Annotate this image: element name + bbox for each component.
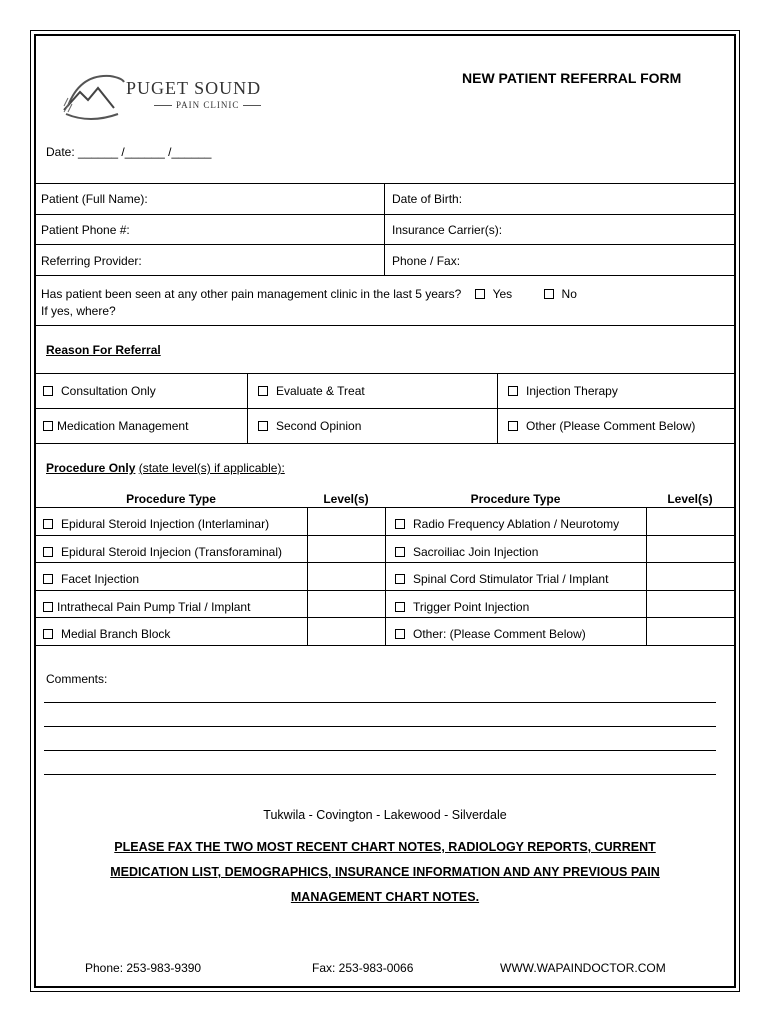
checkbox[interactable] bbox=[43, 547, 53, 557]
procedure-heading bbox=[46, 461, 285, 475]
comment-line[interactable] bbox=[44, 750, 716, 751]
referral-heading: Reason For Referral bbox=[46, 343, 161, 357]
option-label: Spinal Cord Stimulator Trial / Implant bbox=[413, 572, 609, 586]
procedure-option[interactable] bbox=[43, 545, 282, 559]
divider bbox=[646, 507, 647, 645]
yes-checkbox[interactable] bbox=[475, 289, 485, 299]
locations: Tukwila - Covington - Lakewood - Silverdale bbox=[263, 808, 507, 822]
procedure-option[interactable] bbox=[43, 600, 250, 614]
phone-fax-field[interactable]: Phone / Fax: bbox=[392, 254, 461, 268]
procedure-heading-note: (state level(s) if applicable): bbox=[138, 461, 285, 475]
referral-option[interactable] bbox=[43, 419, 188, 433]
checkbox[interactable] bbox=[43, 386, 53, 396]
yes-label: Yes bbox=[492, 287, 513, 301]
checkbox[interactable] bbox=[395, 519, 405, 529]
referral-option[interactable] bbox=[43, 384, 156, 398]
fax-instructions-line: MEDICATION LIST, DEMOGRAPHICS, INSURANCE INFORMATION AND ANY PREVIOUS PAIN bbox=[110, 865, 660, 879]
divider bbox=[36, 408, 734, 409]
clinic-logo bbox=[60, 68, 260, 128]
comment-line[interactable] bbox=[44, 726, 716, 727]
option-label: Radio Frequency Ablation / Neurotomy bbox=[413, 517, 620, 531]
seen-question-text: Has patient been seen at any other pain management clinic in the last 5 years? bbox=[41, 287, 462, 301]
checkbox[interactable] bbox=[258, 386, 268, 396]
no-label: No bbox=[561, 287, 577, 301]
procedure-option[interactable] bbox=[395, 517, 619, 531]
patient-phone-field[interactable]: Patient Phone #: bbox=[41, 223, 130, 237]
procedure-option[interactable] bbox=[395, 600, 529, 614]
date-field[interactable]: Date: ______ /______ /______ bbox=[46, 145, 212, 159]
divider bbox=[36, 325, 734, 326]
comment-line[interactable] bbox=[44, 702, 716, 703]
clinic-phone: Phone: 253-983-9390 bbox=[85, 961, 202, 975]
checkbox[interactable] bbox=[43, 421, 53, 431]
divider bbox=[36, 373, 734, 374]
comments-label: Comments: bbox=[46, 672, 108, 686]
comment-line[interactable] bbox=[44, 774, 716, 775]
seen-question bbox=[41, 287, 577, 301]
checkbox[interactable] bbox=[43, 602, 53, 612]
option-label: Medial Branch Block bbox=[61, 627, 171, 641]
divider bbox=[36, 443, 734, 444]
divider bbox=[36, 244, 734, 245]
checkbox[interactable] bbox=[508, 386, 518, 396]
option-label: Consultation Only bbox=[61, 384, 156, 398]
form-title: NEW PATIENT REFERRAL FORM bbox=[462, 70, 682, 86]
referral-option[interactable] bbox=[508, 384, 618, 398]
option-label: Epidural Steroid Injecion (Transforaminal) bbox=[61, 545, 282, 559]
option-label: Injection Therapy bbox=[526, 384, 618, 398]
insurance-field[interactable]: Insurance Carrier(s): bbox=[392, 223, 503, 237]
if-yes-field[interactable]: If yes, where? bbox=[41, 304, 116, 318]
divider bbox=[384, 183, 385, 275]
option-label: Intrathecal Pain Pump Trial / Implant bbox=[57, 600, 251, 614]
dob-field[interactable]: Date of Birth: bbox=[392, 192, 463, 206]
col-procedure-type: Procedure Type bbox=[126, 492, 216, 506]
divider bbox=[247, 373, 248, 443]
divider bbox=[36, 275, 734, 276]
fax-instructions-line: PLEASE FAX THE TWO MOST RECENT CHART NOTES, RADIOLOGY REPORTS, CURRENT bbox=[114, 840, 656, 854]
divider bbox=[36, 645, 734, 646]
col-levels: Level(s) bbox=[323, 492, 369, 506]
option-label: Other: (Please Comment Below) bbox=[413, 627, 586, 641]
option-label: Medication Management bbox=[57, 419, 189, 433]
col-levels: Level(s) bbox=[667, 492, 713, 506]
checkbox[interactable] bbox=[258, 421, 268, 431]
mountain-logo-icon bbox=[60, 68, 126, 128]
checkbox[interactable] bbox=[43, 519, 53, 529]
checkbox[interactable] bbox=[395, 547, 405, 557]
divider bbox=[307, 507, 308, 645]
checkbox[interactable] bbox=[43, 574, 53, 584]
checkbox[interactable] bbox=[395, 629, 405, 639]
option-label: Second Opinion bbox=[276, 419, 362, 433]
referral-option[interactable] bbox=[508, 419, 695, 433]
fax-instructions-line: MANAGEMENT CHART NOTES. bbox=[290, 890, 480, 904]
logo-subtitle: PAIN CLINIC bbox=[150, 100, 265, 110]
logo-name: PUGET SOUND bbox=[126, 78, 262, 98]
procedure-option[interactable] bbox=[43, 627, 170, 641]
divider bbox=[385, 507, 386, 645]
checkbox[interactable] bbox=[395, 602, 405, 612]
option-label: Sacroiliac Join Injection bbox=[413, 545, 539, 559]
divider bbox=[36, 183, 734, 184]
procedure-option[interactable] bbox=[43, 517, 269, 531]
option-label: Other (Please Comment Below) bbox=[526, 419, 696, 433]
procedure-option[interactable] bbox=[43, 572, 139, 586]
referral-option[interactable] bbox=[258, 419, 361, 433]
checkbox[interactable] bbox=[43, 629, 53, 639]
divider bbox=[497, 373, 498, 443]
referral-option[interactable] bbox=[258, 384, 365, 398]
referring-provider-field[interactable]: Referring Provider: bbox=[41, 254, 142, 268]
clinic-website: WWW.WAPAINDOCTOR.COM bbox=[500, 961, 666, 975]
procedure-option[interactable] bbox=[395, 545, 538, 559]
checkbox[interactable] bbox=[508, 421, 518, 431]
checkbox[interactable] bbox=[395, 574, 405, 584]
option-label: Evaluate & Treat bbox=[276, 384, 365, 398]
clinic-fax: Fax: 253-983-0066 bbox=[312, 961, 414, 975]
procedure-option[interactable] bbox=[395, 572, 608, 586]
no-checkbox[interactable] bbox=[544, 289, 554, 299]
procedure-heading-title: Procedure Only bbox=[46, 461, 136, 475]
option-label: Facet Injection bbox=[61, 572, 140, 586]
procedure-option[interactable] bbox=[395, 627, 586, 641]
option-label: Epidural Steroid Injection (Interlaminar) bbox=[61, 517, 270, 531]
divider bbox=[36, 214, 734, 215]
col-procedure-type: Procedure Type bbox=[470, 492, 561, 506]
patient-name-field[interactable]: Patient (Full Name): bbox=[41, 192, 148, 206]
option-label: Trigger Point Injection bbox=[413, 600, 530, 614]
